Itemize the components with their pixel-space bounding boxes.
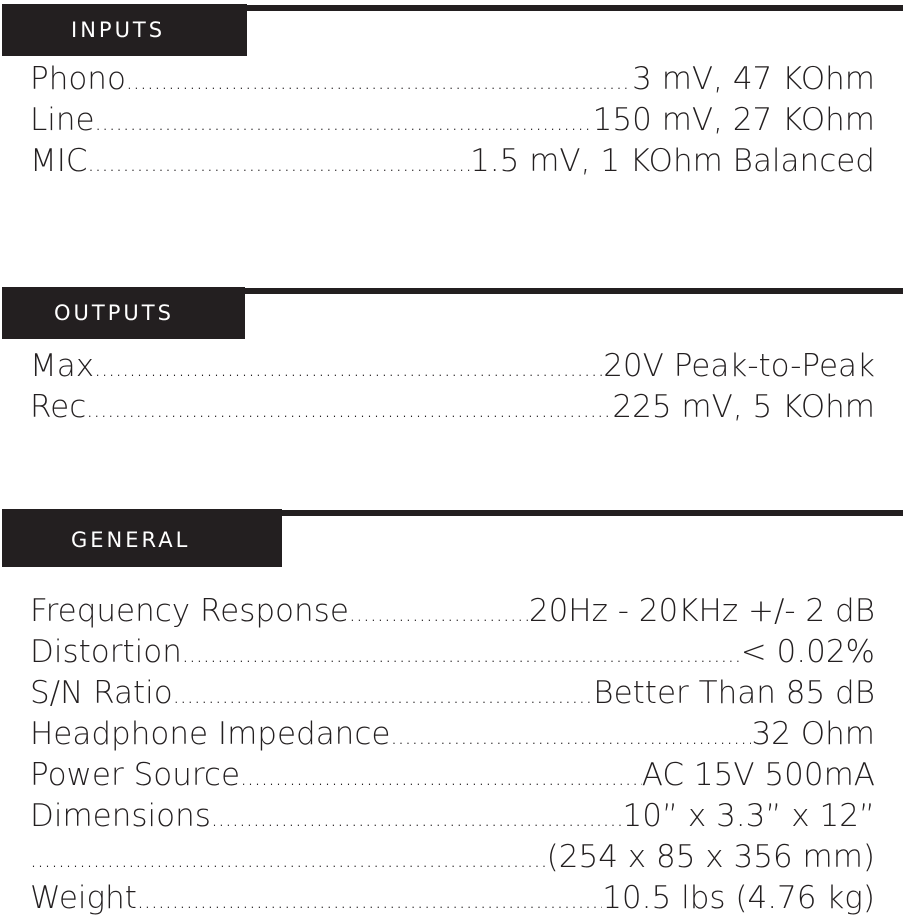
spec-row-power-source	[30, 755, 875, 796]
spec-value: Better Than 85 dB	[593, 675, 875, 711]
spec-row-dimensions	[30, 796, 875, 837]
spec-row-distortion	[30, 632, 875, 673]
spec-row-dimensions-metric	[30, 837, 875, 878]
dot-leader	[86, 387, 612, 431]
spec-row-frequency-response	[30, 591, 875, 632]
spec-row-mic	[30, 141, 875, 182]
spec-row-weight	[30, 878, 875, 919]
dot-leader	[182, 632, 741, 676]
dot-leader	[88, 141, 471, 185]
inputs-header-rule	[245, 5, 903, 11]
outputs-header-rule	[243, 288, 903, 294]
dot-leader	[137, 878, 602, 922]
spec-row-sn-ratio	[30, 673, 875, 714]
dot-leader	[94, 346, 603, 390]
spec-row-phono	[30, 59, 875, 100]
spec-value: AC 15V 500mA	[641, 757, 875, 793]
spec-label: S/N Ratio	[30, 675, 173, 711]
spec-value: 20Hz - 20KHz +/- 2 dB	[528, 593, 875, 629]
spec-value: 225 mV, 5 KOhm	[612, 389, 875, 425]
dot-leader	[126, 59, 632, 103]
spec-row-rec	[30, 387, 875, 428]
spec-row-max	[30, 346, 875, 387]
spec-label: Rec	[30, 389, 87, 425]
spec-label: MIC	[30, 143, 88, 179]
spec-label: Dimensions	[30, 798, 211, 834]
spec-label: Phono	[30, 61, 126, 97]
spec-value: 20V Peak-to-Peak	[603, 348, 875, 384]
dot-leader	[349, 591, 529, 635]
spec-label: Weight	[30, 880, 137, 916]
dot-leader	[30, 837, 547, 881]
spec-value: 1.5 mV, 1 KOhm Balanced	[470, 143, 875, 179]
spec-value: < 0.02%	[740, 634, 875, 670]
outputs-spec-list	[30, 346, 875, 428]
general-header-title: GENERAL	[71, 528, 191, 552]
spec-value: 3 mV, 47 KOhm	[632, 61, 875, 97]
general-spec-list	[30, 591, 875, 919]
spec-value: 10” x 3.3” x 12”	[622, 798, 875, 834]
dot-leader	[240, 755, 642, 799]
outputs-header-title: OUTPUTS	[54, 301, 174, 325]
inputs-header-title: INPUTS	[71, 18, 166, 42]
dot-leader	[390, 714, 751, 758]
spec-value: (254 x 85 x 356 mm)	[546, 839, 875, 875]
spec-value: 32 Ohm	[751, 716, 875, 752]
spec-label: Max	[30, 348, 95, 384]
spec-label: Frequency Response	[30, 593, 349, 629]
inputs-spec-list	[30, 59, 875, 182]
dot-leader	[95, 100, 593, 144]
spec-label: Distortion	[30, 634, 182, 670]
spec-label: Line	[30, 102, 95, 138]
dot-leader	[211, 796, 623, 840]
spec-value: 150 mV, 27 KOhm	[592, 102, 875, 138]
dot-leader	[173, 673, 594, 717]
spec-label: Headphone Impedance	[30, 716, 391, 752]
spec-row-headphone-impedance	[30, 714, 875, 755]
general-header-rule	[280, 510, 903, 516]
spec-row-line	[30, 100, 875, 141]
spec-value: 10.5 lbs (4.76 kg)	[602, 880, 875, 916]
spec-label: Power Source	[30, 757, 241, 793]
